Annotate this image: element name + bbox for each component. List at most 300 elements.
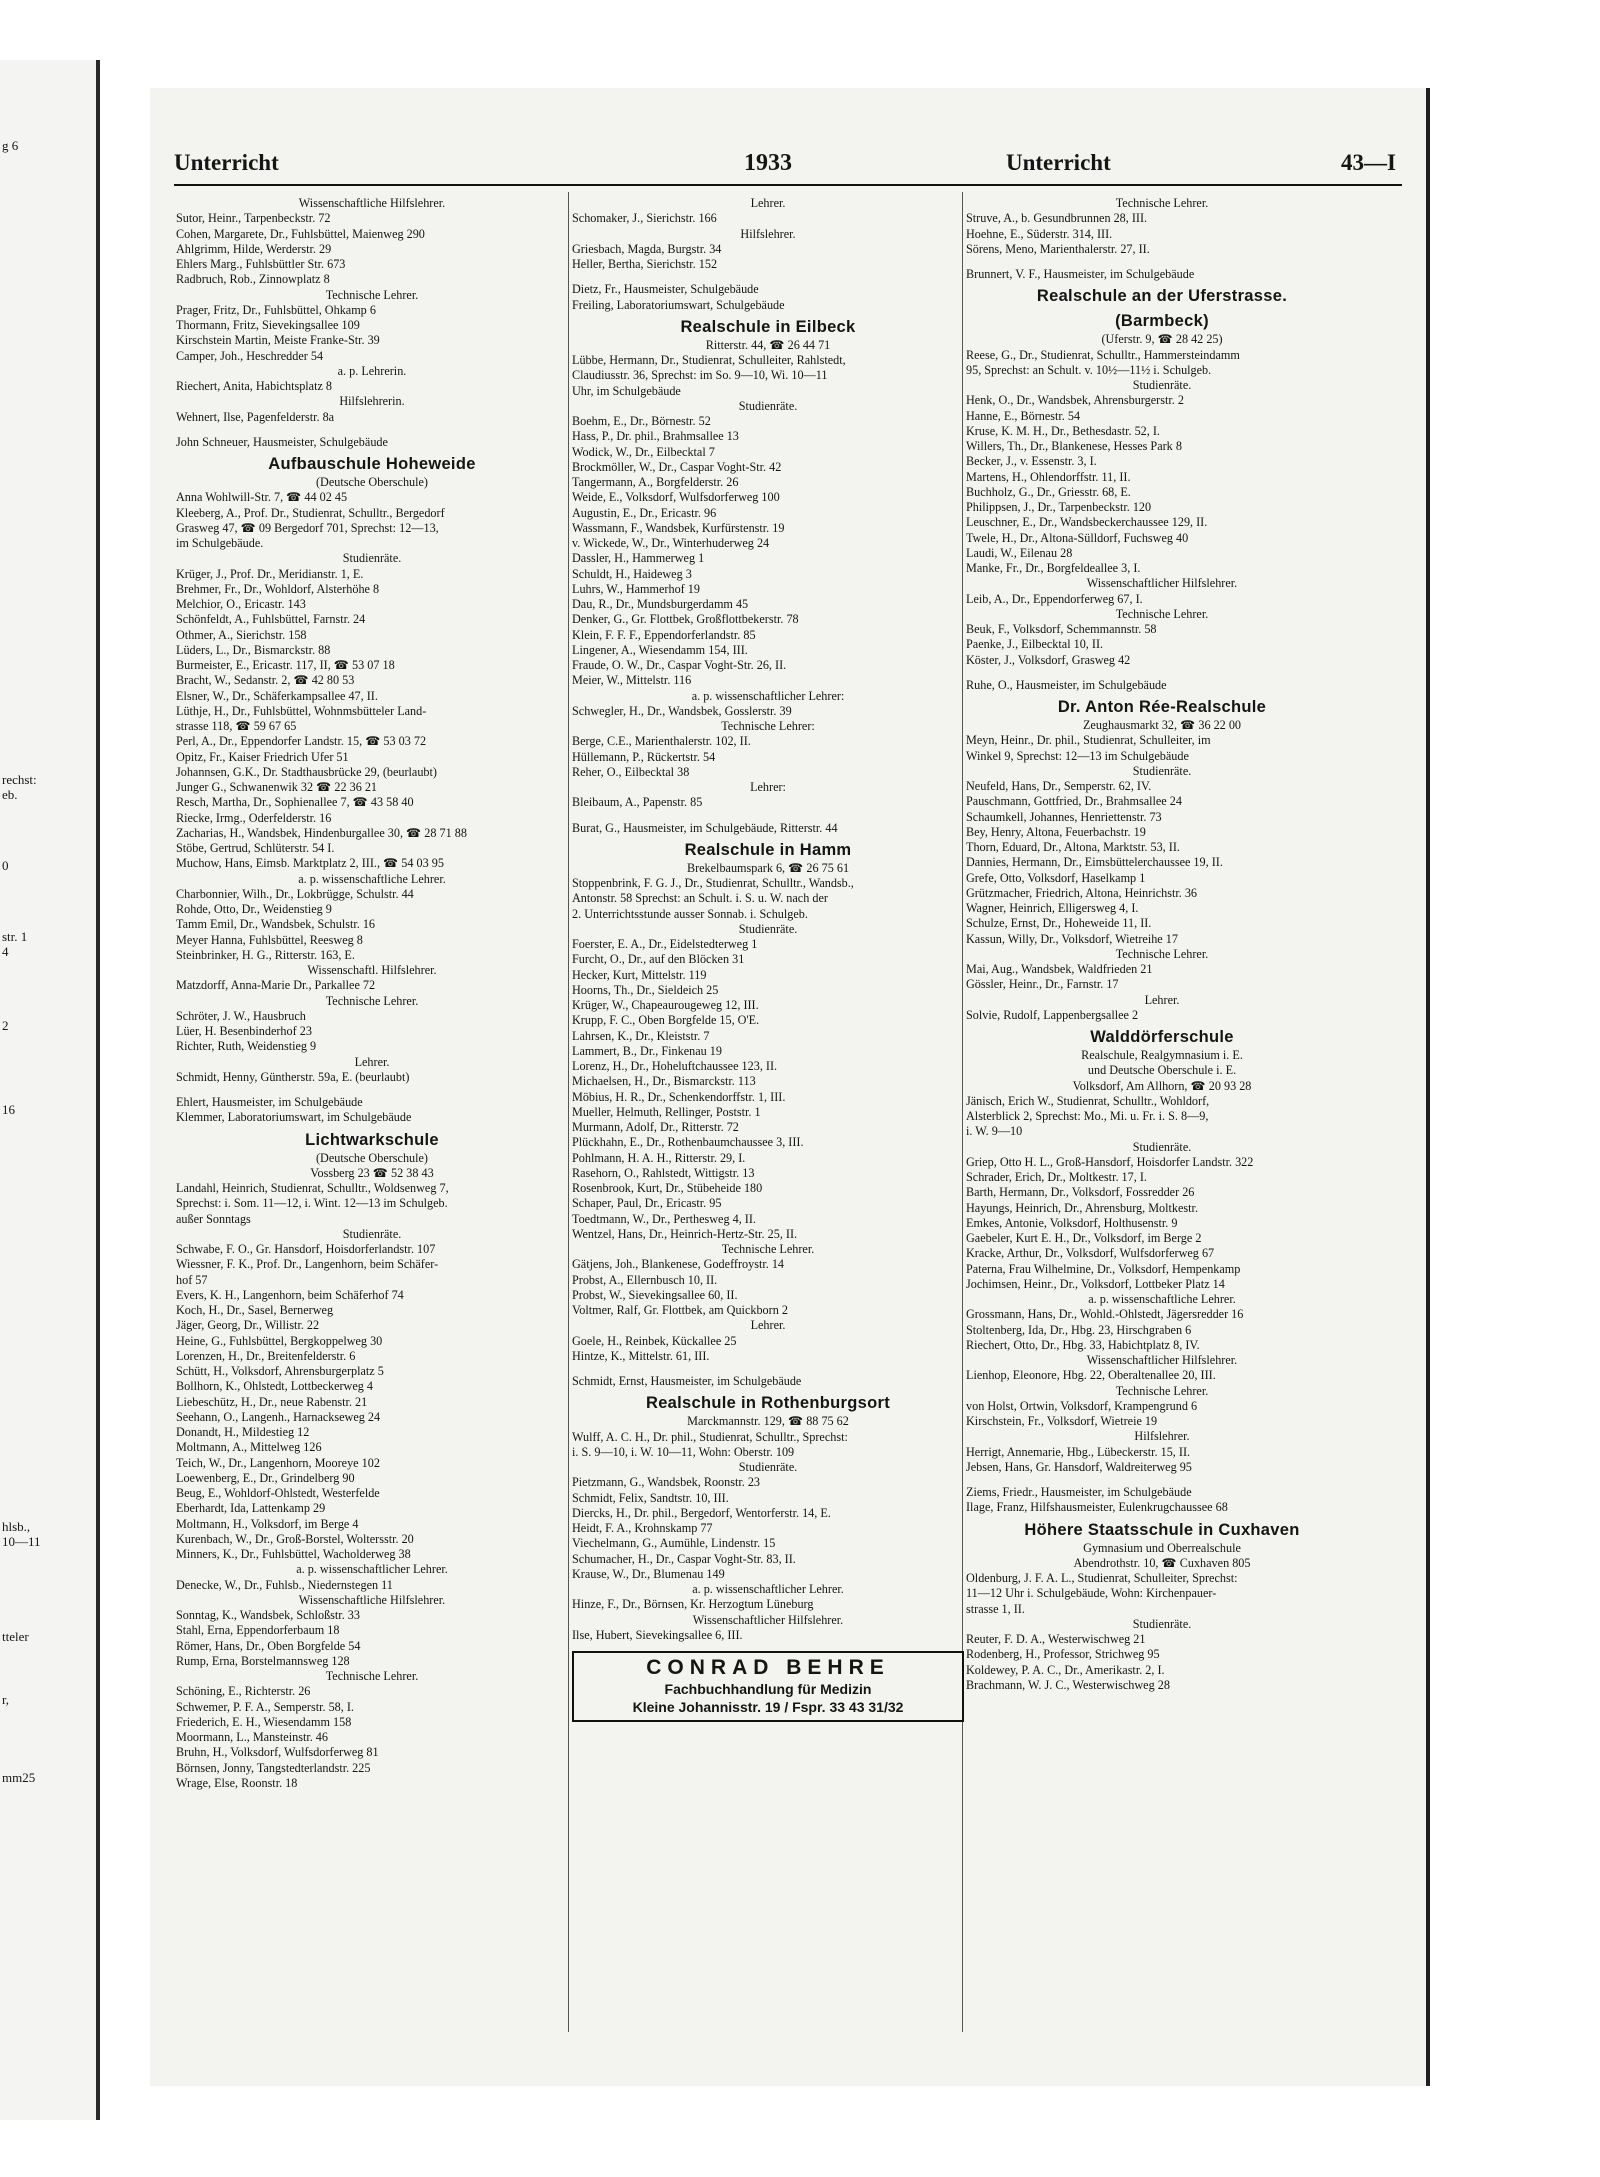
directory-entry: Probst, A., Ellernbusch 10, II. — [572, 1272, 718, 1287]
directory-entry: Opitz, Fr., Kaiser Friedrich Ufer 51 — [176, 749, 349, 764]
directory-entry: Eberhardt, Ida, Lattenkamp 29 — [176, 1501, 326, 1516]
column-1 — [176, 196, 568, 2056]
directory-entry: Schaumkell, Johannes, Henriettenstr. 73 — [966, 809, 1162, 824]
directory-entry: Burmeister, E., Ericastr. 117, II, ☎ 53 07 18 — [176, 658, 395, 672]
section-label: Brekelbaumspark 6, ☎ 26 75 61 — [686, 860, 850, 875]
directory-entry: Krüger, J., Prof. Dr., Meridianstr. 1, E. — [176, 566, 364, 581]
directory-entry: 2. Unterrichtsstunde ausser Sonnab. i. Schulgeb. — [572, 906, 808, 921]
directory-entry: Voltmer, Ralf, Gr. Flottbek, am Quickborn 2 — [572, 1303, 788, 1317]
section-label: Wissenschaftl. Hilfslehrer. — [307, 963, 437, 977]
directory-entry: John Schneuer, Hausmeister, Schulgebäude — [176, 434, 388, 449]
directory-entry: Seehann, O., Langenh., Harnackseweg 24 — [176, 1409, 381, 1424]
directory-entry: Tamm Emil, Dr., Wandsbek, Schulstr. 16 — [176, 917, 376, 932]
section-label: Technische Lehrer. — [1115, 606, 1209, 621]
directory-entry: Viechelmann, G., Aumühle, Lindenstr. 15 — [572, 1536, 776, 1551]
directory-entry: Steinbrinker, H. G., Ritterstr. 163, E. — [176, 947, 355, 962]
school-heading: Lichtwarkschule — [305, 1130, 439, 1149]
directory-entry: Claudiusstr. 36, Sprechst: im So. 9—10, Wi. 10—11 — [572, 368, 828, 383]
directory-entry: Hüllemann, P., Rückertstr. 54 — [572, 749, 716, 764]
directory-entry: Richter, Ruth, Weidenstieg 9 — [176, 1039, 317, 1054]
directory-entry: Römer, Hans, Dr., Oben Borgfelde 54 — [176, 1638, 361, 1653]
directory-entry: Berge, C.E., Marienthalerstr. 102, II. — [572, 734, 751, 749]
directory-entry: Jebsen, Hans, Gr. Hansdorf, Waldreiterweg 95 — [966, 1459, 1192, 1474]
directory-entry: Lienhop, Eleonore, Hbg. 22, Oberaltenallee 20, III. — [966, 1368, 1216, 1383]
directory-entry: Othmer, A., Sierichstr. 158 — [176, 627, 307, 642]
section-label: Wissenschaftlicher Hilfslehrer. — [1086, 1353, 1238, 1367]
directory-entry: Loewenberg, E., Dr., Grindelberg 90 — [176, 1470, 355, 1485]
directory-entry: Ilage, Franz, Hilfshausmeister, Eulenkrugchaussee 68 — [966, 1500, 1228, 1515]
directory-entry: Schröter, J. W., Hausbruch — [176, 1008, 306, 1023]
page-gutter — [96, 60, 100, 2120]
directory-entry: Dietz, Fr., Hausmeister, Schulgebäude — [572, 282, 759, 297]
directory-entry: Koch, H., Dr., Sasel, Bernerweg — [176, 1303, 334, 1317]
spacer — [176, 1085, 568, 1095]
section-label: Lehrer. — [354, 1054, 390, 1069]
directory-entry: Stoppenbrink, F. G. J., Dr., Studienrat, Schulltr., Wandsb., — [572, 876, 854, 890]
section-label: Technische Lehrer: — [721, 719, 815, 733]
column-2-entries — [572, 196, 964, 1643]
directory-entry: Martens, H., Ohlendorffstr. 11, II. — [966, 469, 1131, 484]
directory-entry: Meyer Hanna, Fuhlsbüttel, Reesweg 8 — [176, 932, 363, 947]
directory-entry: Jäger, Georg, Dr., Willistr. 22 — [176, 1318, 320, 1333]
section-label: Wissenschaftlicher Hilfslehrer. — [692, 1612, 844, 1627]
directory-entry: Pietzmann, G., Wandsbek, Roonstr. 23 — [572, 1475, 761, 1490]
section-label: Studienräte. — [738, 1460, 798, 1474]
directory-entry: Wehnert, Ilse, Pagenfelderstr. 8a — [176, 409, 335, 424]
spacer — [572, 811, 964, 821]
directory-entry: Hecker, Kurt, Mittelstr. 119 — [572, 967, 707, 982]
header-section-right: Unterricht — [1006, 150, 1111, 175]
school-heading: Realschule in Rothenburgsort — [645, 1394, 890, 1413]
directory-entry: Dassler, H., Hammerweg 1 — [572, 551, 705, 566]
directory-entry: Sonntag, K., Wandsbek, Schloßstr. 33 — [176, 1608, 360, 1622]
directory-entry: Hoorns, Th., Dr., Sieldeich 25 — [572, 982, 719, 997]
header-rule — [174, 184, 1402, 186]
directory-entry: Sprechst: i. Som. 11—12, i. Wint. 12—13 im Schulgeb. — [176, 1196, 448, 1211]
school-heading: Realschule an der Uferstrasse. — [1036, 287, 1288, 306]
section-label: a. p. wissenschaftlicher Lehrer: — [691, 688, 845, 703]
directory-entry: Charbonnier, Wilh., Dr., Lokbrügge, Schulstr. 44 — [176, 886, 414, 901]
section-label: Wissenschaftliche Hilfslehrer. — [298, 196, 446, 210]
directory-entry: Schulze, Ernst, Dr., Hoheweide 11, II. — [966, 916, 1152, 931]
directory-entry: Wentzel, Hans, Dr., Heinrich-Hertz-Str. 25, II. — [572, 1226, 798, 1241]
prev-page-fragment: g 6 — [2, 138, 19, 153]
section-label: (Deutsche Oberschule) — [315, 475, 428, 489]
spacer — [966, 257, 1358, 267]
directory-entry: Ruhe, O., Hausmeister, im Schulgebäude — [966, 677, 1167, 692]
directory-entry: Matzdorff, Anna-Marie Dr., Parkallee 72 — [176, 978, 376, 993]
section-label: (Deutsche Oberschule) — [315, 1150, 428, 1165]
section-label: Studienräte. — [738, 398, 798, 413]
spacer — [966, 1475, 1358, 1485]
directory-entry: Cohen, Margarete, Dr., Fuhlsbüttel, Maienweg 290 — [176, 226, 425, 241]
directory-entry: Bleibaum, A., Papenstr. 85 — [572, 795, 703, 810]
section-label: a. p. Lehrerin. — [337, 363, 407, 378]
directory-entry: Kassun, Willy, Dr., Volksdorf, Wietreihe 17 — [966, 931, 1178, 946]
section-label: Studienräte. — [1132, 763, 1192, 778]
column-divider — [568, 192, 569, 2032]
directory-entry: Hoehne, E., Süderstr. 314, III. — [966, 226, 1113, 241]
directory-entry: Kruse, K. M. H., Dr., Bethesdastr. 52, I. — [966, 423, 1160, 438]
directory-entry: Krupp, F. C., Oben Borgfelde 15, O'E. — [572, 1013, 760, 1028]
directory-entry: Schwabe, F. O., Gr. Hansdorf, Hoisdorferlandstr. 107 — [176, 1242, 436, 1256]
directory-entry: Lüer, H. Besenbinderhof 23 — [176, 1024, 312, 1038]
header-page-number: 43—I — [1341, 150, 1396, 175]
section-label: (Uferstr. 9, ☎ 28 42 25) — [1101, 332, 1223, 347]
previous-page-strip — [0, 60, 100, 2120]
directory-entry: Schmidt, Ernst, Hausmeister, im Schulgebäude — [572, 1374, 802, 1388]
bookshop-advertisement — [572, 1651, 964, 1722]
directory-entry: Toedtmann, W., Dr., Perthesweg 4, II. — [572, 1211, 756, 1226]
page-header — [174, 150, 1402, 180]
directory-entry: Liebeschütz, H., Dr., neue Rabenstr. 21 — [176, 1394, 368, 1409]
directory-entry: Grossmann, Hans, Dr., Wohld.-Ohlstedt, Jägersredder 16 — [966, 1307, 1244, 1322]
directory-entry: Wiessner, F. K., Prof. Dr., Langenhorn, beim Schäfer- — [176, 1257, 439, 1272]
directory-entry: Ahlgrimm, Hilde, Werderstr. 29 — [176, 241, 332, 256]
directory-entry: Hass, P., Dr. phil., Brahmsallee 13 — [572, 429, 739, 444]
directory-entry: strasse 1, II. — [966, 1601, 1025, 1616]
directory-entry: Oldenburg, J. F. A. L., Studienrat, Schulleiter, Sprechst: — [966, 1571, 1238, 1585]
section-label: Gymnasium und Oberrealschule — [1083, 1540, 1241, 1555]
directory-entry: Wrage, Else, Roonstr. 18 — [176, 1775, 298, 1790]
directory-entry: Schwemer, P. F. A., Semperstr. 58, I. — [176, 1699, 354, 1714]
section-label: Abendrothstr. 10, ☎ Cuxhaven 805 — [1073, 1555, 1251, 1570]
spacer — [176, 425, 568, 435]
directory-entry: Ilse, Hubert, Sievekingsallee 6, III. — [572, 1627, 743, 1642]
section-label: Vossberg 23 ☎ 52 38 43 — [310, 1165, 434, 1180]
section-label: Hilfslehrerin. — [339, 394, 405, 409]
directory-entry: Schmidt, Henny, Güntherstr. 59a, E. (beurlaubt) — [176, 1069, 410, 1084]
directory-entry: Lüthje, H., Dr., Fuhlsbüttel, Wohnmsbütteler Land- — [176, 703, 427, 718]
directory-entry: Manke, Fr., Dr., Borgfeldeallee 3, I. — [966, 561, 1141, 575]
section-label: Lehrer. — [1144, 992, 1180, 1007]
directory-entry: Pohlmann, H. A. H., Ritterstr. 29, I. — [572, 1150, 746, 1165]
directory-entry: Brachmann, W. J. C., Westerwischweg 28 — [966, 1677, 1170, 1692]
directory-entry: Schwegler, H., Dr., Wandsbek, Gosslerstr. 39 — [572, 703, 792, 718]
directory-entry: Reese, G., Dr., Studienrat, Schulltr., Hammersteindamm — [966, 347, 1240, 362]
directory-entry: Boehm, E., Dr., Börnestr. 52 — [572, 414, 711, 428]
directory-entry: Willers, Th., Dr., Blankenese, Hesses Park 8 — [966, 439, 1182, 453]
prev-page-fragment: 4 — [2, 944, 9, 959]
directory-entry: Leib, A., Dr., Eppendorferweg 67, I. — [966, 591, 1143, 606]
section-label: Technische Lehrer. — [325, 1669, 419, 1683]
prev-page-fragment: eb. — [2, 787, 18, 802]
section-label: Zeughausmarkt 32, ☎ 36 22 00 — [1082, 718, 1242, 732]
section-label: a. p. wissenschaftlicher Lehrer. — [296, 1562, 448, 1577]
directory-entry: Hayungs, Heinrich, Dr., Ahrensburg, Moltkestr. — [966, 1200, 1198, 1215]
directory-entry: Becker, J., v. Essenstr. 3, I. — [966, 454, 1097, 469]
directory-entry: Kirschstein Martin, Meiste Franke-Str. 39 — [176, 333, 380, 348]
directory-entry: Griep, Otto H. L., Groß-Hansdorf, Hoisdorfer Landstr. 322 — [966, 1154, 1254, 1169]
directory-entry: Hintze, K., Mittelstr. 61, III. — [572, 1348, 710, 1363]
directory-entry: Rasehorn, O., Rahlstedt, Wittigstr. 13 — [572, 1165, 755, 1180]
directory-entry: Ziems, Friedr., Hausmeister, im Schulgebäude — [966, 1485, 1192, 1499]
directory-entry: Griesbach, Magda, Burgstr. 34 — [572, 241, 722, 256]
directory-entry: Bollhorn, K., Ohlstedt, Lottbeckerweg 4 — [176, 1379, 373, 1394]
directory-entry: Winkel 9, Sprechst: 12—13 im Schulgebäude — [966, 748, 1189, 763]
directory-entry: Michaelsen, H., Dr., Bismarckstr. 113 — [572, 1074, 756, 1089]
school-heading: Realschule in Eilbeck — [680, 317, 856, 336]
directory-entry: Kirschstein, Fr., Volksdorf, Wietreie 19 — [966, 1414, 1158, 1428]
directory-entry: Denker, G., Gr. Flottbek, Großflottbekerstr. 78 — [572, 612, 799, 627]
directory-entry: Wulff, A. C. H., Dr. phil., Studienrat, Schulltr., Sprechst: — [572, 1429, 848, 1444]
section-label: Lehrer. — [750, 1318, 786, 1333]
directory-entry: Paterna, Frau Wilhelmine, Dr., Volksdorf, Hempenkamp — [966, 1261, 1241, 1276]
directory-entry: Resch, Martha, Dr., Sophienallee 7, ☎ 43 58 40 — [176, 795, 414, 810]
directory-entry: Brockmöller, W., Dr., Caspar Voght-Str. 42 — [572, 459, 782, 474]
directory-entry: Thorn, Eduard, Dr., Altona, Marktstr. 53, II. — [966, 840, 1180, 854]
directory-entry: Krüger, W., Chapeaurougeweg 12, III. — [572, 998, 759, 1012]
directory-entry: Rosenbrook, Kurt, Dr., Stübeheide 180 — [572, 1181, 763, 1195]
directory-entry: Kracke, Arthur, Dr., Volksdorf, Wulfsdorferweg 67 — [966, 1246, 1215, 1261]
ad-address: Kleine Johannisstr. 19 / Fspr. 33 43 31/32 — [632, 1699, 904, 1715]
directory-entry: Johannsen, G.K., Dr. Stadthausbrücke 29, (beurlaubt) — [176, 764, 437, 779]
directory-entry: Herrigt, Annemarie, Hbg., Lübeckerstr. 15, II. — [966, 1444, 1191, 1459]
directory-entry: Antonstr. 58 Sprechst: an Schult. i. S. u. W. nach der — [572, 891, 828, 906]
directory-entry: Goele, H., Reinbek, Kückallee 25 — [572, 1333, 737, 1348]
prev-page-fragment: 0 — [2, 858, 9, 873]
directory-entry: Melchior, O., Ericastr. 143 — [176, 597, 306, 611]
directory-entry: i. S. 9—10, i. W. 10—11, Wohn: Oberstr. 109 — [572, 1444, 795, 1459]
directory-entry: Hanne, E., Börnestr. 54 — [966, 408, 1081, 423]
directory-entry: Schütt, H., Volksdorf, Ahrensburgerplatz 5 — [176, 1364, 384, 1378]
school-heading: Höhere Staatsschule in Cuxhaven — [1024, 1520, 1300, 1539]
section-label: Technische Lehrer. — [325, 287, 419, 302]
directory-entry: Börnsen, Jonny, Tangstedterlandstr. 225 — [176, 1760, 371, 1775]
prev-page-fragment: 10—11 — [2, 1534, 41, 1549]
directory-entry: Zacharias, H., Wandsbek, Hindenburgallee 30, ☎ 28 71 88 — [176, 825, 467, 840]
directory-entry: Beug, E., Wohldorf-Ohlstedt, Westerfelde — [176, 1486, 380, 1500]
directory-entry: Schönfeldt, A., Fuhlsbüttel, Farnstr. 24 — [176, 612, 366, 627]
directory-entry: im Schulgebäude. — [176, 536, 264, 550]
section-label: Studienräte. — [1132, 1616, 1192, 1631]
directory-entry: 11—12 Uhr i. Schulgebäude, Wohn: Kirchenpauer- — [966, 1586, 1217, 1601]
directory-entry: Emkes, Antonie, Volksdorf, Holthusenstr. 9 — [966, 1215, 1178, 1230]
directory-entry: Burat, G., Hausmeister, im Schulgebäude, Ritterstr. 44 — [572, 820, 838, 835]
directory-entry: v. Wickede, W., Dr., Winterhuderweg 24 — [572, 536, 770, 550]
section-label: Hilfslehrer. — [740, 226, 796, 241]
section-label: Ritterstr. 44, ☎ 26 44 71 — [705, 337, 831, 352]
directory-entry: Mueller, Helmuth, Rellinger, Poststr. 1 — [572, 1104, 761, 1119]
directory-entry: Henk, O., Dr., Wandsbek, Ahrensburgerstr. 2 — [966, 393, 1184, 408]
directory-entry: Brehmer, Fr., Dr., Wohldorf, Alsterhöhe 8 — [176, 581, 380, 596]
directory-entry: Anna Wohlwill-Str. 7, ☎ 44 02 45 — [176, 490, 348, 505]
spacer — [572, 1364, 964, 1374]
directory-entry: Junger G., Schwanenwik 32 ☎ 22 36 21 — [176, 780, 378, 794]
section-label: und Deutsche Oberschule i. E. — [1087, 1063, 1237, 1078]
directory-entry: Riechert, Otto, Dr., Hbg. 33, Habichtplatz 8, IV. — [966, 1337, 1200, 1352]
directory-entry: Schuldt, H., Haideweg 3 — [572, 566, 692, 581]
prev-page-fragment: mm25 — [2, 1770, 36, 1785]
directory-entry: Klemmer, Laboratoriumswart, im Schulgebäude — [176, 1110, 412, 1125]
section-label: Studienräte. — [1132, 1139, 1192, 1154]
directory-entry: Köster, J., Volksdorf, Grasweg 42 — [966, 652, 1131, 667]
directory-entry: Schmidt, Felix, Sandtstr. 10, III. — [572, 1490, 729, 1505]
directory-entry: Neufeld, Hans, Dr., Semperstr. 62, IV. — [966, 779, 1152, 793]
directory-entry: Meier, W., Mittelstr. 116 — [572, 673, 692, 688]
directory-entry: Reher, O., Eilbecktal 38 — [572, 764, 690, 779]
directory-entry: i. W. 9—10 — [966, 1124, 1023, 1139]
directory-entry: Minners, K., Dr., Fuhlsbüttel, Wacholderweg 38 — [176, 1547, 411, 1561]
directory-entry: Foerster, E. A., Dr., Eidelstedterweg 1 — [572, 937, 758, 951]
directory-entry: Luhrs, W., Hammerhof 19 — [572, 581, 700, 596]
school-heading: Realschule in Hamm — [684, 840, 852, 859]
directory-entry: strasse 118, ☎ 59 67 65 — [176, 719, 297, 733]
directory-entry: Stoltenberg, Ida, Dr., Hbg. 23, Hirschgraben 6 — [966, 1322, 1192, 1337]
directory-entry: Schrader, Erich, Dr., Moltkestr. 17, I. — [966, 1170, 1147, 1184]
directory-entry: Struve, A., b. Gesundbrunnen 28, III. — [966, 211, 1148, 226]
section-label: Technische Lehrer. — [325, 993, 419, 1008]
directory-entry: Sörens, Meno, Marienthalerstr. 27, II. — [966, 241, 1150, 256]
directory-entry: Grefe, Otto, Volksdorf, Haselkamp 1 — [966, 870, 1146, 885]
prev-page-fragment: hlsb., — [2, 1519, 31, 1534]
directory-page — [150, 88, 1430, 2086]
ad-company-name: CONRAD BEHRE — [646, 1656, 890, 1679]
section-label: a. p. wissenschaftlicher Lehrer. — [692, 1582, 844, 1596]
directory-entry: Rohde, Otto, Dr., Weidenstieg 9 — [176, 902, 332, 916]
directory-entry: Diercks, H., Dr. phil., Bergedorf, Wentorferstr. 14, E. — [572, 1505, 831, 1520]
section-label: Technische Lehrer. — [1115, 1383, 1209, 1398]
directory-entry: Bey, Henry, Altona, Feuerbachstr. 19 — [966, 824, 1146, 839]
directory-entry: Wodick, W., Dr., Eilbecktal 7 — [572, 444, 715, 459]
directory-entry: Elsner, W., Dr., Schäferkampsallee 47, II. — [176, 688, 378, 703]
directory-entry: Gätjens, Joh., Blankenese, Godeffroystr. 14 — [572, 1257, 785, 1272]
directory-entry: Donandt, H., Mildestieg 12 — [176, 1425, 310, 1439]
directory-entry: Ehlers Marg., Fuhlsbüttler Str. 673 — [176, 257, 346, 271]
section-label: Volksdorf, Am Allhorn, ☎ 20 93 28 — [1072, 1078, 1252, 1093]
directory-entry: Koldewey, P. A. C., Dr., Amerikastr. 2, I. — [966, 1662, 1165, 1677]
directory-entry: Perl, A., Dr., Eppendorfer Landstr. 15, ☎ 53 03 72 — [176, 734, 427, 749]
directory-entry: von Holst, Ortwin, Volksdorf, Krampengrund 6 — [966, 1398, 1198, 1413]
directory-entry: Alsterblick 2, Sprechst: Mo., Mi. u. Fr. i. S. 8—9, — [966, 1109, 1209, 1123]
directory-entry: Thormann, Fritz, Sievekingsallee 109 — [176, 318, 360, 332]
directory-entry: Denecke, W., Dr., Fuhlsb., Niedernstegen 11 — [176, 1577, 393, 1592]
directory-entry: Barth, Hermann, Dr., Volksdorf, Fossredder 26 — [966, 1185, 1195, 1200]
column-2 — [572, 196, 964, 2056]
directory-entry: Bracht, W., Sedanstr. 2, ☎ 42 80 53 — [176, 673, 355, 688]
prev-page-fragment: 2 — [2, 1018, 9, 1033]
section-label: Wissenschaftlicher Hilfslehrer. — [1086, 576, 1238, 591]
section-label: Studienräte. — [342, 1226, 402, 1241]
directory-entry: Jochimsen, Heinr., Dr., Volksdorf, Lottbeker Platz 14 — [966, 1276, 1225, 1291]
directory-entry: Weide, E., Volksdorf, Wulfsdorferweg 100 — [572, 490, 780, 505]
prev-page-fragment: rechst: — [2, 772, 37, 787]
directory-entry: Pauschmann, Gottfried, Dr., Brahmsallee 24 — [966, 794, 1182, 809]
header-year: 1933 — [744, 150, 792, 176]
section-label: Studienräte. — [1132, 378, 1192, 392]
section-label: Technische Lehrer. — [721, 1242, 815, 1256]
directory-entry: Prager, Fritz, Dr., Fuhlsbüttel, Ohkamp 6 — [176, 302, 376, 317]
directory-entry: Twele, H., Dr., Altona-Sülldorf, Fuchsweg 40 — [966, 530, 1189, 545]
section-label: Wissenschaftliche Hilfslehrer. — [298, 1592, 446, 1607]
directory-entry: Lüders, L., Dr., Bismarckstr. 88 — [176, 642, 331, 657]
section-label: a. p. wissenschaftliche Lehrer. — [1088, 1292, 1236, 1306]
directory-entry: außer Sonntags — [176, 1211, 251, 1226]
directory-entry: Plückhahn, E., Dr., Rothenbaumchaussee 3, III. — [572, 1135, 804, 1150]
directory-entry: Riechert, Anita, Habichtsplatz 8 — [176, 379, 333, 393]
directory-entry: Meyn, Heinr., Dr. phil., Studienrat, Schulleiter, im — [966, 733, 1211, 748]
directory-entry: Gössler, Heinr., Dr., Farnstr. 17 — [966, 977, 1119, 992]
directory-entry: Radbruch, Rob., Zinnowplatz 8 — [176, 272, 330, 287]
directory-entry: 95, Sprechst: an Schult. v. 10½—11½ i. Schulgeb. — [966, 362, 1212, 377]
directory-entry: Rodenberg, H., Professor, Strichweg 95 — [966, 1647, 1160, 1662]
school-heading: Dr. Anton Rée-Realschule — [1057, 698, 1267, 716]
directory-entry: Tangermann, A., Borgfelderstr. 26 — [572, 475, 739, 489]
section-label: Marckmannstr. 129, ☎ 88 75 62 — [687, 1414, 849, 1429]
section-label: Technische Lehrer. — [1115, 196, 1209, 210]
spacer — [966, 668, 1358, 678]
directory-entry: Grützmacher, Friedrich, Altona, Heinrichstr. 36 — [966, 885, 1198, 900]
directory-entry: Schaper, Paul, Dr., Ericastr. 95 — [572, 1196, 722, 1211]
directory-entry: Schumacher, H., Dr., Caspar Voght-Str. 83, II. — [572, 1551, 796, 1566]
directory-entry: Wassmann, F., Wandsbek, Kurfürstenstr. 19 — [572, 520, 785, 535]
prev-page-fragment: tteler — [2, 1629, 29, 1644]
section-label: Realschule, Realgymnasium i. E. — [1081, 1048, 1243, 1062]
directory-entry: Freiling, Laboratoriumswart, Schulgebäude — [572, 297, 785, 312]
spacer — [572, 272, 964, 282]
directory-entry: Riecke, Irmg., Oderfelderstr. 16 — [176, 810, 332, 825]
directory-entry: Rump, Erna, Borstelmannsweg 128 — [176, 1653, 350, 1668]
directory-entry: Heine, G., Fuhlsbüttel, Bergkoppelweg 30 — [176, 1333, 383, 1348]
directory-entry: Moltmann, A., Mittelweg 126 — [176, 1440, 322, 1455]
section-label: a. p. wissenschaftliche Lehrer. — [298, 871, 446, 886]
prev-page-fragment: str. 1 — [2, 929, 28, 944]
header-section-left: Unterricht — [174, 150, 279, 175]
directory-entry: Krause, W., Dr., Blumenau 149 — [572, 1566, 725, 1581]
section-label: Studienräte. — [342, 551, 402, 566]
directory-entry: Moltmann, H., Volksdorf, im Berge 4 — [176, 1516, 359, 1531]
directory-entry: Brunnert, V. F., Hausmeister, im Schulgebäude — [966, 267, 1195, 281]
section-label: Technische Lehrer. — [1115, 946, 1209, 961]
directory-entry: Lorenz, H., Dr., Hoheluftchaussee 123, II. — [572, 1059, 778, 1073]
directory-entry: Heidt, F. A., Krohnskamp 77 — [572, 1521, 713, 1535]
directory-entry: Camper, Joh., Heschredder 54 — [176, 348, 324, 363]
ad-tagline: Fachbuchhandlung für Medizin — [664, 1681, 872, 1697]
directory-entry: Landahl, Heinrich, Studienrat, Schulltr., Woldsenweg 7, — [176, 1181, 449, 1195]
directory-entry: Philippsen, J., Dr., Tarpenbeckstr. 120 — [966, 500, 1152, 514]
section-label: Studienräte. — [738, 921, 798, 936]
directory-entry: Stöbe, Gertrud, Schlüterstr. 54 I. — [176, 841, 335, 855]
section-label: Lehrer: — [750, 780, 786, 794]
directory-entry: Lingener, A., Wiesendamm 154, III. — [572, 642, 748, 657]
directory-entry: Laudi, W., Eilenau 28 — [966, 545, 1073, 560]
directory-entry: Reuter, F. D. A., Westerwischweg 21 — [966, 1632, 1146, 1646]
directory-entry: Grasweg 47, ☎ 09 Bergedorf 701, Sprechst: 12—13, — [176, 520, 439, 535]
directory-entry: Hinze, F., Dr., Börnsen, Kr. Herzogtum Lüneburg — [572, 1597, 814, 1612]
directory-entry: Lübbe, Hermann, Dr., Studienrat, Schulleiter, Rahlstedt, — [572, 353, 846, 367]
directory-entry: hof 57 — [176, 1272, 208, 1287]
directory-entry: Bruhn, H., Volksdorf, Wulfsdorferweg 81 — [176, 1745, 379, 1760]
directory-entry: Uhr, im Schulgebäude — [572, 383, 681, 398]
directory-entry: Heller, Bertha, Sierichstr. 152 — [572, 257, 718, 271]
directory-entry: Schöning, E., Richterstr. 26 — [176, 1684, 311, 1699]
directory-entry: Mai, Aug., Wandsbek, Waldfrieden 21 — [966, 962, 1153, 976]
school-heading: Aufbauschule Hoheweide — [268, 455, 476, 473]
directory-entry: Fraude, O. W., Dr., Caspar Voght-Str. 26, II. — [572, 658, 787, 672]
school-heading: Walddörferschule — [1090, 1028, 1234, 1046]
directory-entry: Stahl, Erna, Eppendorferbaum 18 — [176, 1623, 340, 1638]
directory-entry: Jänisch, Erich W., Studienrat, Schulltr., Wohldorf, — [966, 1093, 1210, 1108]
directory-entry: Kleeberg, A., Prof. Dr., Studienrat, Schulltr., Bergedorf — [176, 505, 445, 520]
directory-entry: Lorenzen, H., Dr., Breitenfelderstr. 6 — [176, 1348, 356, 1363]
directory-entry: Gaebeler, Kurt E. H., Dr., Volksdorf, im Berge 2 — [966, 1231, 1202, 1245]
prev-page-fragment: 16 — [2, 1102, 15, 1117]
directory-entry: Muchow, Hans, Eimsb. Marktplatz 2, III., ☎ 54 03 95 — [176, 856, 444, 871]
directory-entry: Wagner, Heinrich, Elligersweg 4, I. — [966, 901, 1139, 915]
directory-entry: Sutor, Heinr., Tarpenbeckstr. 72 — [176, 211, 331, 226]
directory-entry: Beuk, F., Volksdorf, Schemmannstr. 58 — [966, 622, 1157, 636]
directory-entry: Schomaker, J., Sierichstr. 166 — [572, 211, 717, 226]
